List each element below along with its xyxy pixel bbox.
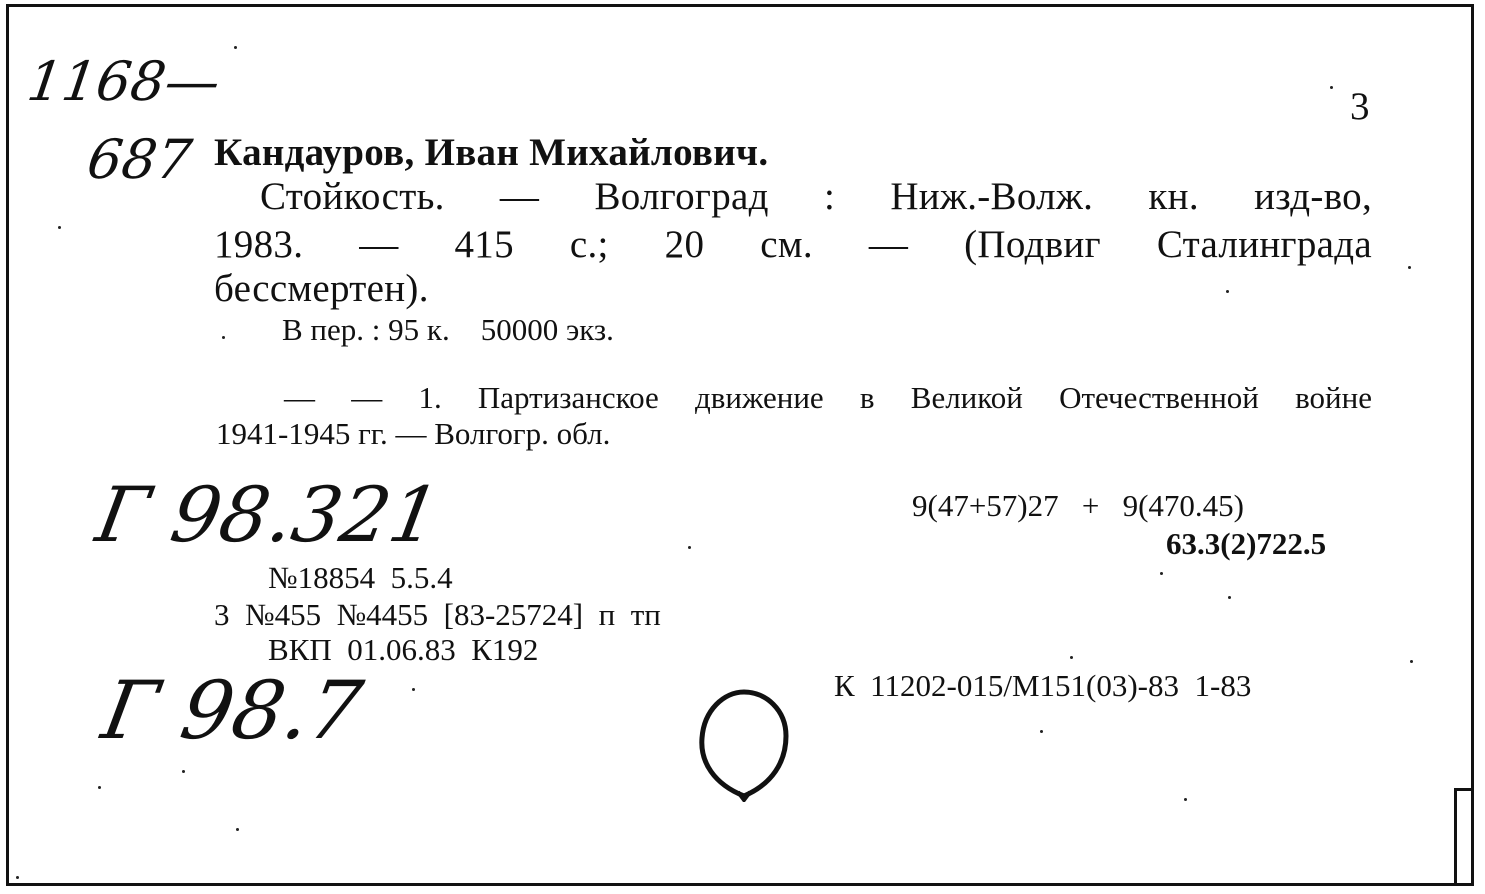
speck <box>1040 730 1043 733</box>
handwritten-class-mark-1: Г 98.321 <box>90 470 447 559</box>
handwritten-shelf-mark-bottom: 687 <box>83 128 196 191</box>
speck <box>236 828 239 831</box>
title-line-1: Стойкость. — Волгоград : Ниж.-Волж. кн. изд-во, <box>260 175 1372 218</box>
card-number: 3 <box>1350 85 1370 128</box>
classification-index-2: 63.3(2)722.5 <box>1166 526 1327 561</box>
card-corner-notch <box>1454 788 1471 883</box>
speck <box>1160 572 1163 575</box>
registration-line-2: 3 №455 №4455 [83-25724] п тп <box>214 597 661 632</box>
speck <box>234 46 237 49</box>
handwritten-shelf-mark-top: 1168— <box>23 50 224 113</box>
speck <box>222 336 225 339</box>
publisher-code-line: К 11202-015/М151(03)-83 1-83 <box>834 668 1252 703</box>
card-punch-hole <box>694 680 798 802</box>
speck <box>1184 798 1187 801</box>
speck <box>688 546 691 549</box>
subject-line-1: — — 1. Партизанское движение в Великой Отечественной войне <box>284 380 1372 415</box>
speck <box>1228 596 1231 599</box>
title-line-2: 1983. — 415 с.; 20 см. — (Подвиг Сталинграда <box>214 223 1372 266</box>
classification-index-1: 9(47+57)27 + 9(470.45) <box>912 488 1245 523</box>
title-line-3: бессмертен). <box>214 267 429 310</box>
registration-line-3: ВКП 01.06.83 К192 <box>268 632 539 667</box>
speck <box>1226 290 1229 293</box>
subject-line-2: 1941-1945 гг. — Волгогр. обл. <box>216 416 611 451</box>
handwritten-class-mark-2: Г 98.7 <box>95 664 369 757</box>
speck <box>412 688 415 691</box>
speck <box>16 876 19 879</box>
registration-line-1: №18854 5.5.4 <box>268 560 453 595</box>
author-heading: Кандауров, Иван Михайлович. <box>214 131 769 174</box>
speck <box>182 770 185 773</box>
speck <box>1330 86 1333 89</box>
speck <box>1410 660 1413 663</box>
speck <box>1070 656 1073 659</box>
speck <box>58 226 61 229</box>
speck <box>98 786 101 789</box>
speck <box>1408 266 1411 269</box>
price-and-print-run: В пер. : 95 к. 50000 экз. <box>282 312 614 347</box>
